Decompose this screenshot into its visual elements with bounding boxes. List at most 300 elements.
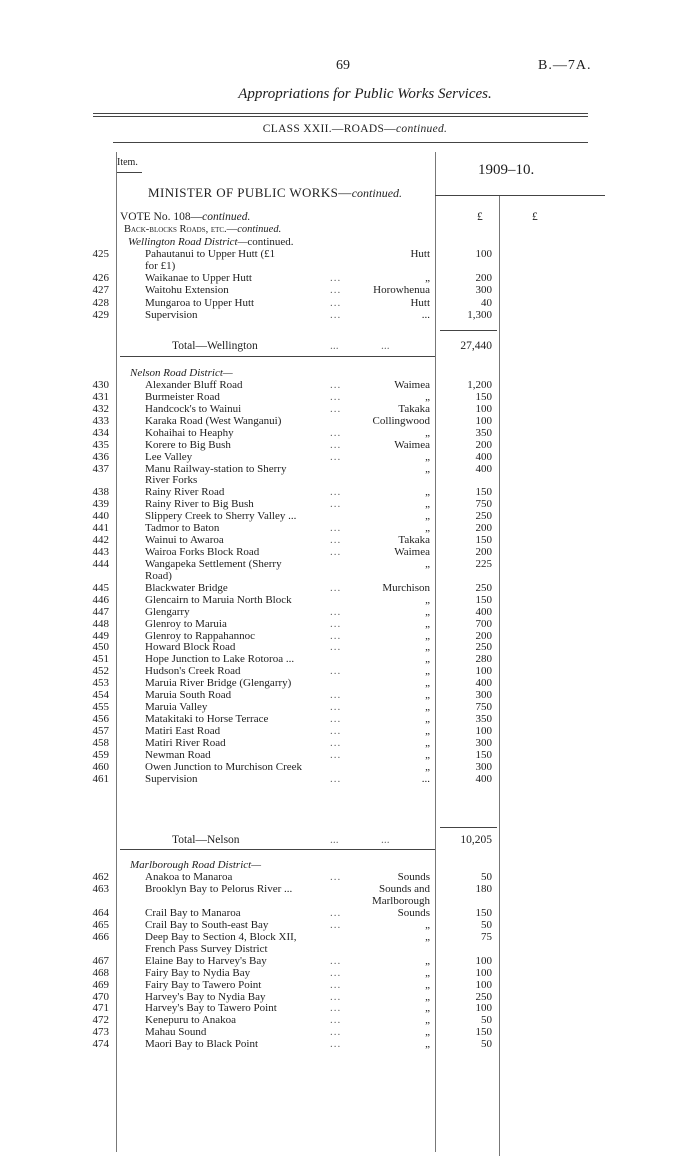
document-reference: B.—7A.: [538, 58, 592, 73]
nelson-district-heading: Nelson Road District—: [130, 367, 233, 379]
road-name: Newman Road: [145, 748, 211, 761]
table-row: [0, 440, 700, 452]
item-number: 456: [92, 713, 109, 726]
amount: 200: [475, 629, 492, 642]
table-row: [0, 249, 700, 261]
item-number: 460: [92, 760, 109, 773]
road-name: Slippery Creek to Sherry Valley ...: [145, 510, 297, 523]
item-number: 458: [92, 736, 109, 749]
item-number: 474: [92, 1038, 109, 1051]
district-name: „: [425, 954, 430, 967]
amount: 400: [475, 677, 492, 690]
district-name: „: [425, 557, 430, 570]
district-name: ...: [421, 772, 430, 785]
district-name: Waimea: [394, 546, 430, 559]
amount: 225: [475, 557, 492, 570]
amount: 1,200: [467, 379, 492, 391]
road-name: Glengarry: [145, 605, 190, 618]
item-number: 432: [92, 402, 109, 415]
item-number: 457: [92, 724, 109, 737]
road-name: Supervision: [145, 308, 198, 321]
amount: 200: [475, 522, 492, 535]
district-name: „: [425, 593, 430, 606]
leader-dots: ...: [330, 966, 342, 979]
amount: 300: [475, 284, 492, 297]
amount: 1,300: [467, 308, 492, 321]
wellington-district-heading: Wellington Road District—continued.: [128, 236, 294, 248]
leader-dots: ...: [330, 772, 342, 785]
leader-dots: ...: [330, 296, 342, 309]
leader-dots: ...: [330, 1038, 342, 1051]
road-name: Maruia South Road: [145, 689, 232, 702]
district-name: „: [425, 966, 430, 979]
road-name: Wangapeka Settlement (Sherry: [145, 557, 282, 570]
leader-dots: ...: [330, 1026, 342, 1039]
item-column-header: Item.: [117, 157, 138, 168]
page-number: 69: [336, 58, 350, 73]
item-number: 426: [92, 272, 109, 285]
road-name: Fairy Bay to Tawero Point: [145, 978, 262, 991]
item-number: 438: [92, 486, 109, 499]
leader-dots: ...: [330, 954, 342, 967]
item-number: 446: [92, 593, 109, 606]
amount: 100: [475, 414, 492, 427]
amount: 150: [475, 1026, 492, 1039]
amount: 100: [475, 402, 492, 415]
district-name: Hutt: [410, 296, 430, 309]
amount: 280: [475, 653, 492, 666]
leader-dots: ...: [330, 426, 342, 439]
amount: 100: [475, 954, 492, 967]
road-name: Alexander Bluff Road: [145, 379, 243, 391]
road-name: Crail Bay to South-east Bay: [145, 918, 269, 931]
road-name: Wairoa Forks Block Road: [145, 546, 260, 559]
year-column-header: 1909–10.: [478, 162, 535, 178]
amount: 400: [475, 772, 492, 785]
wellington-section-rule: [120, 356, 435, 357]
table-row: [0, 285, 700, 297]
leader-dots: ...: [330, 701, 342, 714]
leader-dots: ...: [330, 629, 342, 642]
leader-dots: ...: [330, 617, 342, 630]
road-name: Harvey's Bay to Nydia Bay: [145, 990, 266, 1003]
item-number: 463: [92, 882, 109, 895]
amount: 400: [475, 450, 492, 463]
item-number: 468: [92, 966, 109, 979]
road-name: Mahau Sound: [145, 1026, 207, 1039]
nelson-section-rule: [120, 849, 435, 850]
item-number: 448: [92, 617, 109, 630]
district-name: „: [425, 641, 430, 654]
item-number: 455: [92, 701, 109, 714]
amount: 150: [475, 906, 492, 919]
item-number: 442: [92, 534, 109, 547]
item-number: 470: [92, 990, 109, 1003]
item-number: 467: [92, 954, 109, 967]
table-row: [0, 452, 700, 464]
item-number: 462: [92, 871, 109, 883]
leader-dots: ...: [330, 390, 342, 403]
district-name: „: [425, 736, 430, 749]
class-heading: CLASS XXII.—ROADS—continued.: [262, 123, 448, 135]
table-row: [0, 571, 700, 583]
nelson-total-dots: ...: [330, 834, 339, 846]
district-name: Horowhenua: [373, 284, 430, 297]
item-number: 465: [92, 918, 109, 931]
district-name: „: [425, 930, 430, 943]
table-row: [0, 595, 700, 607]
road-name: Matakitaki to Horse Terrace: [145, 713, 269, 726]
leader-dots: ...: [330, 450, 342, 463]
item-number: 451: [92, 653, 109, 666]
road-name: Matiri East Road: [145, 724, 221, 737]
nelson-total-rule: [440, 827, 497, 828]
vote-heading: VOTE No. 108—continued.: [120, 211, 251, 223]
road-name: Manu Railway-station to Sherry: [145, 462, 287, 475]
leader-dots: ...: [330, 581, 342, 594]
amount: 100: [475, 966, 492, 979]
table-row: [0, 956, 700, 968]
amount: 100: [475, 1002, 492, 1015]
table-row: [0, 750, 700, 762]
leader-dots: ...: [330, 1014, 342, 1027]
road-name: Owen Junction to Murchison Creek: [145, 760, 303, 773]
year-header-rule: [435, 195, 605, 196]
leader-dots: ...: [330, 978, 342, 991]
district-name: „: [425, 272, 430, 285]
road-name: Brooklyn Bay to Pelorus River ...: [145, 882, 293, 895]
amount: 250: [475, 641, 492, 654]
table-row: [0, 774, 700, 786]
item-number: 449: [92, 629, 109, 642]
district-name: „: [425, 760, 430, 773]
district-name: Takaka: [398, 402, 430, 415]
district-name: „: [425, 486, 430, 499]
district-name: Murchison: [382, 581, 430, 594]
table-row: [0, 884, 700, 896]
amount: 400: [475, 462, 492, 475]
item-number: 471: [92, 1002, 109, 1015]
table-row: [0, 920, 700, 932]
road-name: Crail Bay to Manaroa: [145, 906, 241, 919]
item-number: 443: [92, 546, 109, 559]
district-name: Waimea: [394, 379, 430, 391]
road-name: Supervision: [145, 772, 198, 785]
item-number: 473: [92, 1026, 109, 1039]
amount: 180: [475, 882, 492, 895]
item-header-rule: [116, 172, 142, 173]
district-name: „: [425, 1026, 430, 1039]
item-number: 445: [92, 581, 109, 594]
item-number: 444: [92, 557, 109, 570]
item-number: 454: [92, 689, 109, 702]
road-name: Rainy River Road: [145, 486, 225, 499]
leader-dots: ...: [330, 665, 342, 678]
road-name: Hope Junction to Lake Rotoroa ...: [145, 653, 295, 666]
item-number: 469: [92, 978, 109, 991]
table-row: [0, 908, 700, 920]
district-name: „: [425, 510, 430, 523]
district-name: Sounds: [397, 871, 430, 883]
class-rule: [113, 142, 588, 143]
amount: 50: [481, 1038, 492, 1051]
leader-dots: ...: [330, 272, 342, 285]
wellington-total-dots: ...: [330, 340, 339, 352]
pound-sign-2: £: [532, 211, 538, 223]
amount: 150: [475, 593, 492, 606]
amount: 100: [475, 665, 492, 678]
leader-dots: ...: [330, 918, 342, 931]
leader-dots: ...: [330, 736, 342, 749]
item-number: 431: [92, 390, 109, 403]
road-name: for £1): [145, 260, 176, 273]
district-name: „: [425, 498, 430, 511]
amount: 50: [481, 871, 492, 883]
road-name: Maori Bay to Black Point: [145, 1038, 259, 1051]
marlborough-district-heading: Marlborough Road District—: [130, 859, 261, 871]
amount: 300: [475, 736, 492, 749]
wellington-total-rule: [440, 330, 497, 331]
district-name: „: [425, 978, 430, 991]
road-name: Handcock's to Wainui: [145, 402, 242, 415]
leader-dots: ...: [330, 522, 342, 535]
item-number: 453: [92, 677, 109, 690]
table-row: [0, 980, 700, 992]
district-name: „: [425, 724, 430, 737]
district-name: „: [425, 605, 430, 618]
road-name: Waikanae to Upper Hutt: [145, 272, 252, 285]
district-name: Marlborough: [371, 894, 430, 907]
road-name: Kenepuru to Anakoa: [145, 1014, 237, 1027]
road-name: Mungaroa to Upper Hutt: [145, 296, 255, 309]
road-name: Hudson's Creek Road: [145, 665, 241, 678]
amount: 400: [475, 605, 492, 618]
district-name: „: [425, 677, 430, 690]
district-name: „: [425, 653, 430, 666]
road-name: Harvey's Bay to Tawero Point: [145, 1002, 277, 1015]
district-name: „: [425, 522, 430, 535]
amount: 250: [475, 510, 492, 523]
table-row: [0, 583, 700, 595]
road-name: Karaka Road (West Wanganui): [145, 414, 282, 427]
road-name: Pahautanui to Upper Hutt (£1: [145, 248, 276, 260]
amount: 350: [475, 713, 492, 726]
leader-dots: ...: [330, 379, 342, 391]
item-number: 436: [92, 450, 109, 463]
amount: 750: [475, 498, 492, 511]
table-row: [0, 619, 700, 631]
amount: 50: [481, 1014, 492, 1027]
leader-dots: ...: [330, 748, 342, 761]
leader-dots: ...: [330, 308, 342, 321]
district-name: „: [425, 1002, 430, 1015]
wellington-total-dots-2: ...: [381, 340, 390, 352]
table-row: [0, 428, 700, 440]
item-number: 425: [92, 248, 109, 260]
road-name: Glenroy to Rappahannoc: [145, 629, 255, 642]
road-name: Tadmor to Baton: [145, 522, 220, 535]
leader-dots: ...: [330, 498, 342, 511]
table-row: [0, 1039, 700, 1051]
road-name: Elaine Bay to Harvey's Bay: [145, 954, 267, 967]
table-row: [0, 273, 700, 285]
item-number: 461: [92, 772, 109, 785]
item-number: 441: [92, 522, 109, 535]
item-number: 439: [92, 498, 109, 511]
district-name: „: [425, 462, 430, 475]
district-name: Hutt: [410, 248, 430, 260]
item-number: 472: [92, 1014, 109, 1027]
district-name: Waimea: [394, 438, 430, 451]
road-name: Wainui to Awaroa: [145, 534, 224, 547]
district-name: „: [425, 701, 430, 714]
table-row: [0, 298, 700, 310]
road-name: Lee Valley: [145, 450, 193, 463]
road-name: Anakoa to Manaroa: [145, 871, 233, 883]
amount: 200: [475, 546, 492, 559]
amount: 250: [475, 990, 492, 1003]
nelson-total-label: Total—Nelson: [172, 834, 240, 846]
leader-dots: ...: [330, 486, 342, 499]
district-name: „: [425, 990, 430, 1003]
road-name: River Forks: [145, 474, 198, 487]
road-name: Maruia River Bridge (Glengarry): [145, 677, 292, 690]
amount: 700: [475, 617, 492, 630]
road-name: Waitohu Extension: [145, 284, 229, 297]
leader-dots: ...: [330, 1002, 342, 1015]
leader-dots: ...: [330, 713, 342, 726]
district-name: „: [425, 1038, 430, 1051]
district-name: „: [425, 713, 430, 726]
road-name: Blackwater Bridge: [145, 581, 228, 594]
amount: 50: [481, 918, 492, 931]
table-row: [0, 968, 700, 980]
leader-dots: ...: [330, 689, 342, 702]
road-name: Rainy River to Big Bush: [145, 498, 254, 511]
item-number: 429: [92, 308, 109, 321]
amount: 150: [475, 534, 492, 547]
wellington-total-label: Total—Wellington: [172, 340, 258, 352]
item-number: 464: [92, 906, 109, 919]
road-name: Matiri River Road: [145, 736, 226, 749]
table-row: [0, 310, 700, 322]
district-name: Sounds and: [378, 882, 430, 895]
amount: 350: [475, 426, 492, 439]
item-number: 450: [92, 641, 109, 654]
nelson-total-amount: 10,205: [460, 834, 492, 846]
district-name: „: [425, 665, 430, 678]
leader-dots: ...: [330, 402, 342, 415]
road-name: French Pass Survey District: [145, 942, 268, 955]
district-name: „: [425, 629, 430, 642]
district-name: Collingwood: [372, 414, 430, 427]
district-name: „: [425, 426, 430, 439]
leader-dots: ...: [330, 641, 342, 654]
table-row: [0, 944, 700, 956]
district-name: ...: [421, 308, 430, 321]
district-name: „: [425, 689, 430, 702]
pound-sign-1: £: [477, 211, 483, 223]
leader-dots: ...: [330, 990, 342, 1003]
item-number: 428: [92, 296, 109, 309]
amount: 200: [475, 272, 492, 285]
amount: 100: [475, 248, 492, 260]
district-name: Sounds: [397, 906, 430, 919]
amount: 750: [475, 701, 492, 714]
leader-dots: ...: [330, 284, 342, 297]
road-name: Burmeister Road: [145, 390, 220, 403]
road-name: Glencairn to Maruia North Block: [145, 593, 292, 606]
item-number: 430: [92, 379, 109, 391]
table-row: [0, 896, 700, 908]
table-row: [0, 932, 700, 944]
road-name: Maruia Valley: [145, 701, 208, 714]
item-number: 434: [92, 426, 109, 439]
road-name: Deep Bay to Section 4, Block XII,: [145, 930, 297, 943]
title-rule: [93, 113, 588, 114]
table-row: [0, 607, 700, 619]
item-number: 435: [92, 438, 109, 451]
item-number: 440: [92, 510, 109, 523]
table-row: [0, 416, 700, 428]
amount: 40: [481, 296, 492, 309]
table-row: [0, 261, 700, 273]
vote-subheading: Back-blocks Roads, etc.—continued.: [124, 224, 282, 235]
table-row: [0, 559, 700, 571]
amount: 250: [475, 581, 492, 594]
leader-dots: ...: [330, 871, 342, 883]
page-title: Appropriations for Public Works Services.: [238, 86, 492, 102]
item-number: 452: [92, 665, 109, 678]
amount: 150: [475, 748, 492, 761]
amount: 300: [475, 760, 492, 773]
leader-dots: ...: [330, 724, 342, 737]
road-name: Kohaihai to Heaphy: [145, 426, 234, 439]
amount: 150: [475, 486, 492, 499]
leader-dots: ...: [330, 605, 342, 618]
wellington-total-amount: 27,440: [460, 340, 492, 352]
amount: 200: [475, 438, 492, 451]
amount: 75: [481, 930, 492, 943]
district-name: „: [425, 918, 430, 931]
road-name: Fairy Bay to Nydia Bay: [145, 966, 251, 979]
district-name: „: [425, 748, 430, 761]
amount: 100: [475, 724, 492, 737]
item-number: 466: [92, 930, 109, 943]
item-number: 437: [92, 462, 109, 475]
item-number: 459: [92, 748, 109, 761]
amount: 100: [475, 978, 492, 991]
item-number: 433: [92, 414, 109, 427]
district-name: „: [425, 390, 430, 403]
leader-dots: ...: [330, 906, 342, 919]
road-name: Glenroy to Maruia: [145, 617, 227, 630]
item-number: 447: [92, 605, 109, 618]
table-row: [0, 738, 700, 750]
district-name: Takaka: [398, 534, 430, 547]
leader-dots: ...: [330, 534, 342, 547]
road-name: Howard Block Road: [145, 641, 236, 654]
table-row: [0, 464, 700, 476]
district-name: „: [425, 450, 430, 463]
leader-dots: ...: [330, 546, 342, 559]
district-name: „: [425, 1014, 430, 1027]
road-name: Korere to Big Bush: [145, 438, 231, 451]
title-rule-2: [93, 116, 588, 117]
amount: 150: [475, 390, 492, 403]
item-number: 427: [92, 284, 109, 297]
minister-heading: MINISTER OF PUBLIC WORKS—continued.: [148, 185, 403, 200]
